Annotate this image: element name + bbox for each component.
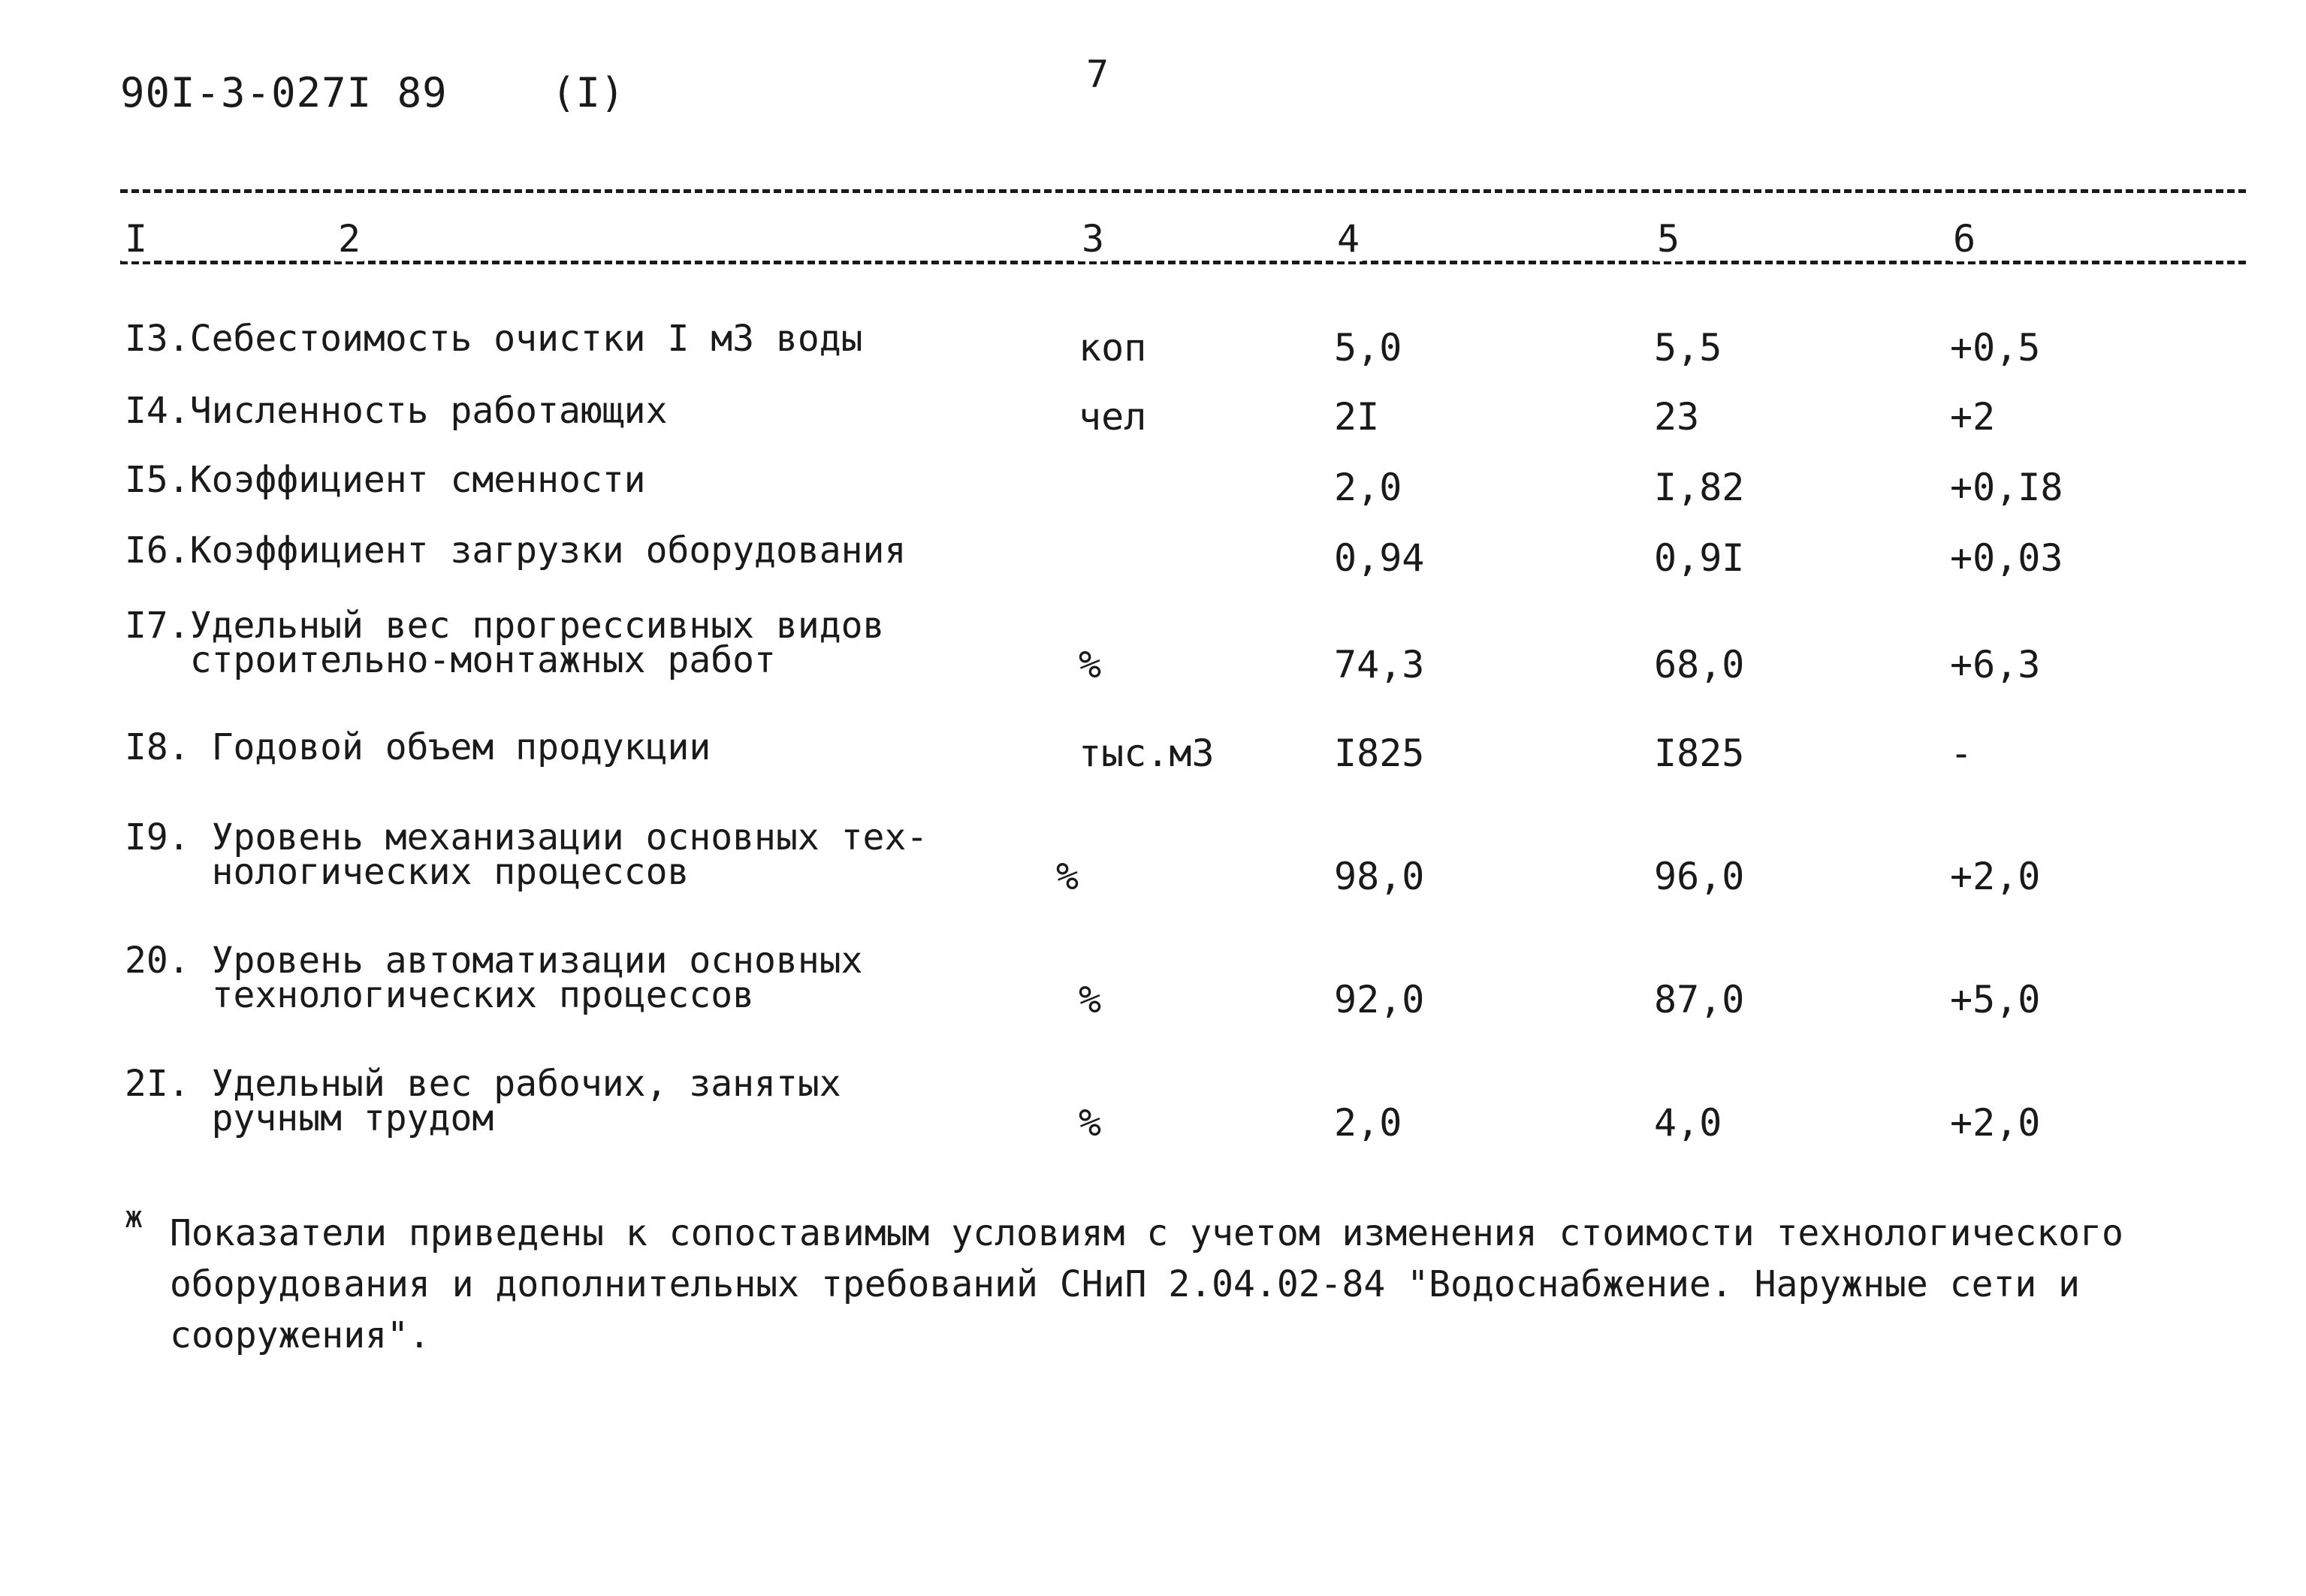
row-value-difference: +0,I8	[1950, 466, 2063, 509]
row-label: I3.Себестоимость очистки I м3 воды	[125, 318, 863, 360]
row-unit: %	[1056, 855, 1079, 898]
row-value-analog: 87,0	[1654, 978, 1745, 1021]
row-unit: %	[1079, 978, 1102, 1021]
row-value-difference: +0,5	[1950, 326, 2041, 370]
column-number-4: 4	[1334, 216, 1363, 261]
row-value-project: 0,94	[1334, 536, 1425, 580]
row-unit: %	[1079, 643, 1102, 686]
row-value-analog: 23	[1654, 395, 1700, 439]
row-label: 2I. Удельный вес рабочих, занятых ручным трудом	[125, 1063, 841, 1139]
column-number-5: 5	[1654, 216, 1683, 261]
row-value-project: 92,0	[1334, 978, 1425, 1021]
page-number: 7	[1086, 53, 1109, 96]
table-top-rule	[120, 189, 2246, 193]
footnote-text: Показатели приведены к сопоставимым условиям с учетом изменения стоимости технологического оборудования и дополнительных требований СНиП 2.04.02-84 "Водоснабжение. Наружные сети и сооружения".	[170, 1212, 2123, 1356]
row-unit: тыс.м3	[1079, 732, 1215, 775]
row-value-analog: 96,0	[1654, 855, 1745, 898]
column-number-1: I	[122, 216, 150, 261]
column-number-2: 2	[335, 216, 364, 261]
row-value-difference: +2,0	[1950, 855, 2041, 898]
table-header-rule	[120, 261, 2246, 264]
row-value-project: 2,0	[1334, 466, 1402, 509]
row-value-difference: -	[1950, 732, 1973, 775]
row-value-analog: I825	[1654, 732, 1745, 775]
row-value-project: 2,0	[1334, 1101, 1402, 1145]
row-label: I8. Годовой объем продукции	[125, 726, 711, 768]
row-label: I4.Численность работающих	[125, 390, 668, 432]
row-value-difference: +2,0	[1950, 1101, 2041, 1145]
row-label: I6.Коэффициент загрузки оборудования	[125, 529, 907, 572]
row-value-project: 98,0	[1334, 855, 1425, 898]
row-value-project: 2I	[1334, 395, 1380, 439]
row-value-analog: I,82	[1654, 466, 1745, 509]
column-number-6: 6	[1950, 216, 1979, 261]
row-value-analog: 4,0	[1654, 1101, 1722, 1145]
row-value-difference: +0,03	[1950, 536, 2063, 580]
row-value-difference: +5,0	[1950, 978, 2041, 1021]
row-label: I5.Коэффициент сменности	[125, 459, 646, 501]
row-unit: коп	[1079, 326, 1147, 370]
footnote-mark: ж	[125, 1200, 143, 1235]
column-number-3: 3	[1079, 216, 1107, 261]
row-label: I7.Удельный вес прогрессивных видов строительно-монтажных работ	[125, 605, 885, 681]
row-value-project: 74,3	[1334, 643, 1425, 686]
row-label: 20. Уровень автоматизации основных технологических процессов	[125, 940, 863, 1016]
row-value-project: 5,0	[1334, 326, 1402, 370]
row-unit: %	[1079, 1101, 1102, 1145]
row-value-analog: 68,0	[1654, 643, 1745, 686]
row-label: I9. Уровень механизации основных тех- нологических процессов	[125, 816, 928, 893]
row-value-difference: +2	[1950, 395, 1996, 439]
document-part: (I)	[551, 69, 625, 116]
row-unit: чел	[1079, 395, 1147, 439]
row-value-difference: +6,3	[1950, 643, 2041, 686]
row-value-analog: 5,5	[1654, 326, 1722, 370]
document-code: 90I-3-027I 89	[120, 69, 448, 116]
row-value-project: I825	[1334, 732, 1425, 775]
row-value-analog: 0,9I	[1654, 536, 1745, 580]
